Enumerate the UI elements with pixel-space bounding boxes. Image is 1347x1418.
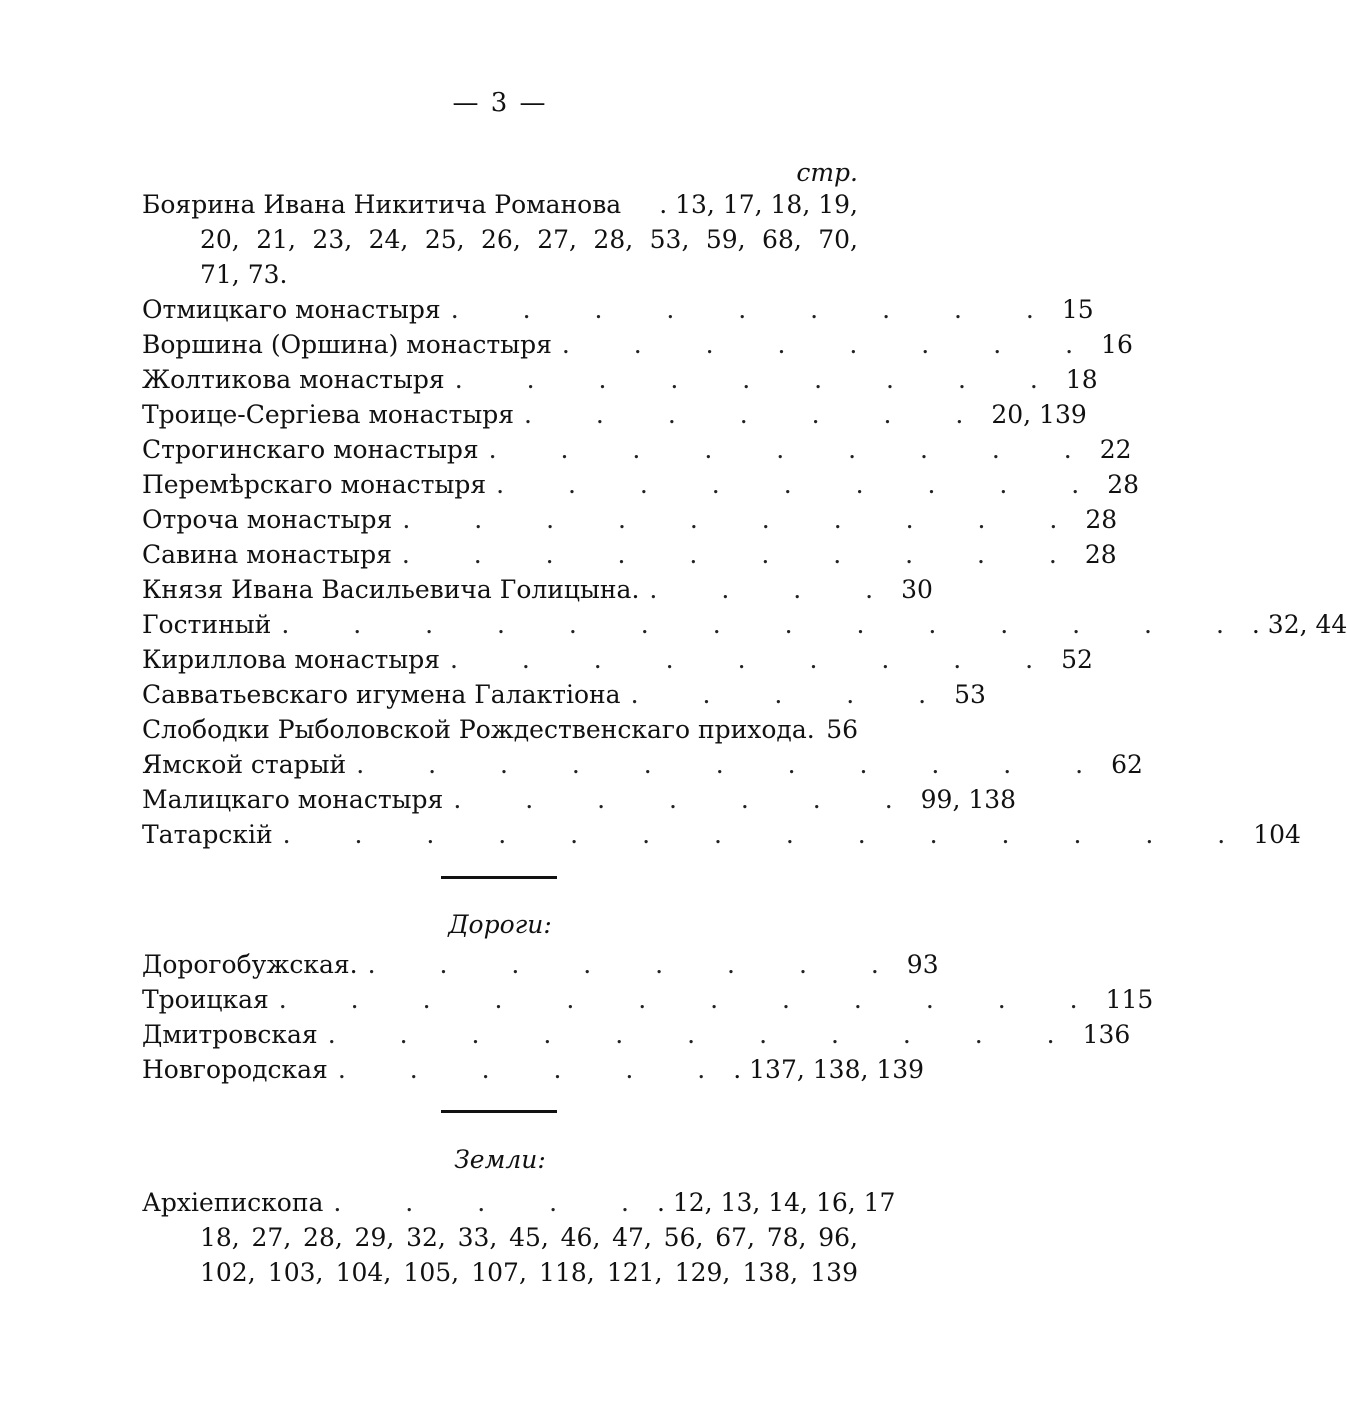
entry-pages-continuation: 18, 27, 28, 29, 32, 33, 45, 46, 47, 56, 67, 78, 96,: [200, 1223, 858, 1252]
entry-pages: 52: [1061, 645, 1093, 674]
entry-pages: . 13, 17, 18, 19,: [659, 190, 858, 219]
entry-name: Новгородская: [142, 1055, 328, 1084]
entry-name: Дмитровская: [142, 1020, 318, 1049]
section-title-lands: Земли:: [454, 1145, 546, 1174]
index-entry: [142, 365, 1098, 399]
dot-leader: . . . .: [649, 575, 902, 604]
entry-pages: 20, 139: [991, 400, 1087, 429]
entry-name: Малицкаго монастыря: [142, 785, 444, 814]
entry-pages: 30: [901, 575, 933, 604]
entry-name: Татарскій: [142, 820, 273, 849]
dot-leader: . . . . . . .: [524, 400, 992, 429]
index-entry: [142, 330, 1133, 364]
road-entry: [142, 1020, 1131, 1054]
entry-pages: 53: [954, 680, 986, 709]
entry-pages-tail: 71, 73.: [200, 260, 288, 289]
land-entry: [142, 1188, 896, 1222]
entry-name: Ямской старый: [142, 750, 347, 779]
dot-leader: . . . . . . . . .: [496, 470, 1108, 499]
dot-leader: . . . . . . . . . . . .: [278, 985, 1106, 1014]
index-entry: [142, 505, 1118, 539]
entry-name: Архіепископа: [142, 1188, 324, 1217]
entry-name: Слободки Рыболовской Рождественскаго прихода.: [142, 715, 815, 744]
dot-leader: . . . . . . . . .: [454, 365, 1066, 394]
road-entry: [142, 950, 939, 984]
dot-leader: . . . . . . . . . .: [402, 505, 1086, 534]
entry-pages: 15: [1061, 295, 1094, 324]
entry-pages: . 32, 44: [1251, 610, 1347, 639]
index-entry: [142, 785, 1017, 819]
entry-pages: 28: [1084, 540, 1117, 569]
dot-leader: . . . . . . .: [453, 785, 921, 814]
dot-leader: . . . . . . . . .: [450, 645, 1062, 674]
entry-pages: 28: [1085, 505, 1118, 534]
dot-leader: . . . . . . . . . . .: [356, 750, 1112, 779]
page-number: — 3 —: [452, 88, 548, 118]
entry-pages: 136: [1082, 1020, 1131, 1049]
index-entry: [142, 470, 1140, 504]
entry-name: Перемѣрскаго монастыря: [142, 470, 487, 499]
entry-pages: . 12, 13, 14, 16, 17: [656, 1188, 896, 1217]
entry-name: Савина монастыря: [142, 540, 392, 569]
index-entry: [142, 190, 858, 224]
dot-leader: . . . . . .: [337, 1055, 734, 1084]
entry-pages-continuation: [200, 260, 858, 294]
column-heading: стр.: [796, 158, 858, 187]
dot-leader: . . . . . . . . .: [488, 435, 1100, 464]
entry-pages: 99, 138: [920, 785, 1017, 814]
entry-name: Дорогобужская.: [142, 950, 358, 979]
entry-pages: 93: [906, 950, 939, 979]
entry-name: Отмицкаго монастыря: [142, 295, 441, 324]
entry-pages-continuation: 102, 103, 104, 105, 107, 118, 121, 129, 138, 139: [200, 1258, 858, 1287]
section-divider: [441, 1110, 557, 1113]
index-entry: [142, 575, 933, 609]
dot-leader: . . . . . . . . . . . . . .: [281, 610, 1252, 639]
entry-name: Гостиный: [142, 610, 272, 639]
index-entry: [142, 610, 1347, 644]
entry-pages: 62: [1111, 750, 1143, 779]
road-entry: [142, 1055, 925, 1089]
entry-pages: 115: [1105, 985, 1154, 1014]
index-entry: [142, 295, 1094, 329]
entry-name: Строгинскаго монастыря: [142, 435, 479, 464]
dot-leader: . . . . . . . .: [367, 950, 907, 979]
section-divider: [441, 876, 557, 879]
index-entry: [142, 680, 986, 714]
entry-name: Троице-Сергіева монастыря: [142, 400, 515, 429]
dot-leader: . . . . . . . . . . . . . .: [282, 820, 1254, 849]
index-entry: [142, 715, 858, 749]
entry-name: Жолтикова монастыря: [142, 365, 445, 394]
dot-leader: . . . . . . . . .: [450, 295, 1062, 324]
entry-pages: 16: [1101, 330, 1133, 359]
entry-name: Воршина (Оршина) монастыря: [142, 330, 552, 359]
entry-name: Князя Ивана Васильевича Голицына.: [142, 575, 640, 604]
index-entry: [142, 540, 1117, 574]
dot-leader: . . . . . . . . . .: [401, 540, 1085, 569]
entry-name: Кириллова монастыря: [142, 645, 440, 674]
dot-leader: . . . . .: [333, 1188, 657, 1217]
entry-pages: . 137, 138, 139: [733, 1055, 925, 1084]
index-entry: [142, 435, 1132, 469]
entry-pages: 56: [826, 715, 858, 744]
entry-name: Савватьевскаго игумена Галактіона: [142, 680, 621, 709]
entry-name: Троицкая: [142, 985, 269, 1014]
index-entry: [142, 820, 1301, 854]
road-entry: [142, 985, 1154, 1019]
entry-pages: 18: [1065, 365, 1098, 394]
entry-pages: 28: [1107, 470, 1140, 499]
index-entry: [142, 400, 1087, 434]
entry-pages: 22: [1099, 435, 1132, 464]
entry-pages: 104: [1253, 820, 1301, 849]
dot-leader: . . . . . . . . . . .: [327, 1020, 1083, 1049]
entry-name: Боярина Ивана Никитича Романова: [142, 190, 622, 219]
entry-name: Отроча монастыря: [142, 505, 393, 534]
index-entry: [142, 645, 1093, 679]
entry-pages-continuation: 20, 21, 23, 24, 25, 26, 27, 28, 53, 59, 68, 70,: [200, 225, 858, 254]
index-entry: [142, 750, 1143, 784]
section-title-roads: Дороги:: [448, 910, 552, 939]
dot-leader: . . . . . . . .: [561, 330, 1102, 359]
dot-leader: . . . . .: [630, 680, 955, 709]
